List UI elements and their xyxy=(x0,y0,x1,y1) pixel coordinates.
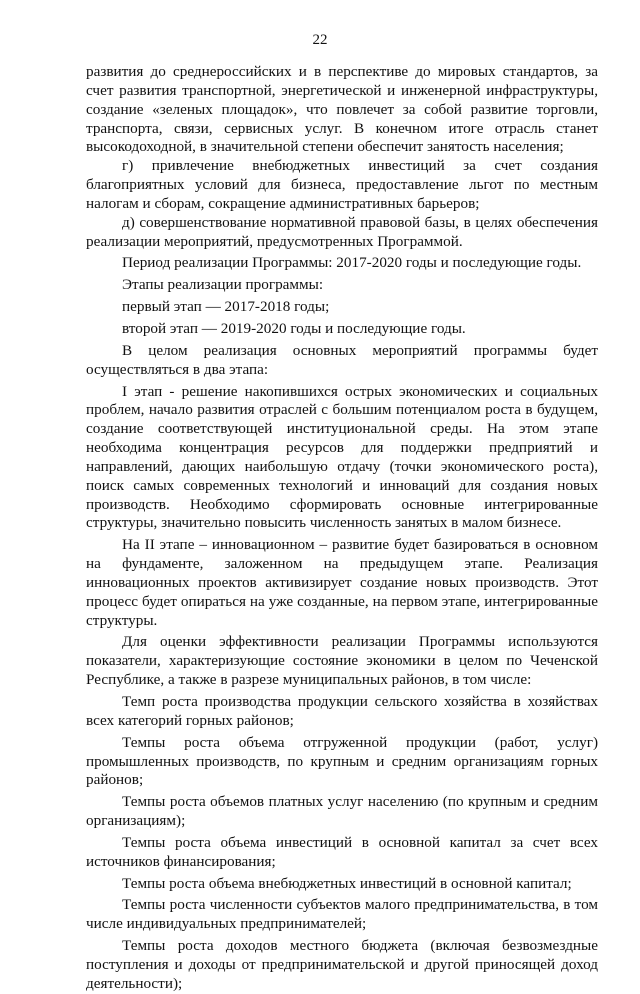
paragraph: второй этап — 2019-2020 годы и последующие годы. xyxy=(122,319,466,337)
paragraph: Период реализации Программы: 2017-2020 годы и последующие годы. xyxy=(122,254,582,272)
paragraph: Темпы роста объема внебюджетных инвестиций в основной капитал; xyxy=(122,874,572,892)
paragraph: Для оценки эффективности реализации Программы используются показатели, характеризующие состояние экономики в целом по Чеченской Республике, а также в разрезе муниципальных районов, в том числе: xyxy=(86,633,598,689)
paragraph: развития до среднероссийских и в перспективе до мировых стандартов, за счет развития транспортной, энергетической и инженерной инфраструктуры, создание «зеленых площадок», что повлечет за собой развитие торговли, транспорта, связи, сервисных услуг. В конечном итоге отрасль станет высокодоходной, в значительной степени обеспечит занятость населения; xyxy=(86,63,598,156)
paragraph: На II этапе – инновационном – развитие будет базироваться в основном на фундаменте, заложенном на предыдущем этапе. Реализация инновационных проектов активизирует создание новых производств. Этот процесс будет опираться на уже созданные, на первом этапе, интегрированные структуры. xyxy=(86,536,598,629)
paragraph: Темпы роста объема отгруженной продукции (работ, услуг) промышленных производств, по крупным и средним организациям горных районов; xyxy=(86,733,598,789)
paragraph: Темпы роста объема инвестиций в основной капитал за счет всех источников финансирования; xyxy=(86,833,598,870)
paragraph: I этап - решение накопившихся острых экономических и социальных проблем, начало развития отраслей с большим потенциалом роста в будущем, создание соответствующей институциональной среды. На этом этапе необходима концентрация ресурсов для поддержки предприятий и направлений, дающих наибольшую отдачу (точки экономического роста), поиск самых современных технологий и инноваций для создания новых производств. Необходимо сформировать основные интегрированные структуры, значительно повысить численность занятых в малом бизнесе. xyxy=(86,382,598,532)
paragraph: г) привлечение внебюджетных инвестиций за счет создания благоприятных условий для бизнеса, предоставление льгот по местным налогам и сборам, сокращение административных барьеров; xyxy=(86,157,598,212)
paragraph: В целом реализация основных мероприятий программы будет осуществляться в два этапа: xyxy=(86,341,598,378)
paragraph: Темпы роста численности субъектов малого предпринимательства, в том числе индивидуальных предпринимателей; xyxy=(86,896,598,933)
paragraph: первый этап — 2017-2018 годы; xyxy=(122,298,330,316)
paragraph: Темпы роста объемов платных услуг населению (по крупным и средним организациям); xyxy=(86,793,598,830)
page-number: 22 xyxy=(312,32,328,48)
document-body xyxy=(86,63,598,994)
paragraph: Темпы роста доходов местного бюджета (включая безвозмездные поступления и доходы от предпринимательской и другой приносящей доход деятельности); xyxy=(86,937,598,992)
paragraph: д) совершенствование нормативной правовой базы, в целях обеспечения реализации мероприятий, предусмотренных Программой. xyxy=(86,213,598,250)
paragraph: Темп роста производства продукции сельского хозяйства в хозяйствах всех категорий горных районов; xyxy=(86,693,598,729)
paragraph: Этапы реализации программы: xyxy=(122,276,324,294)
